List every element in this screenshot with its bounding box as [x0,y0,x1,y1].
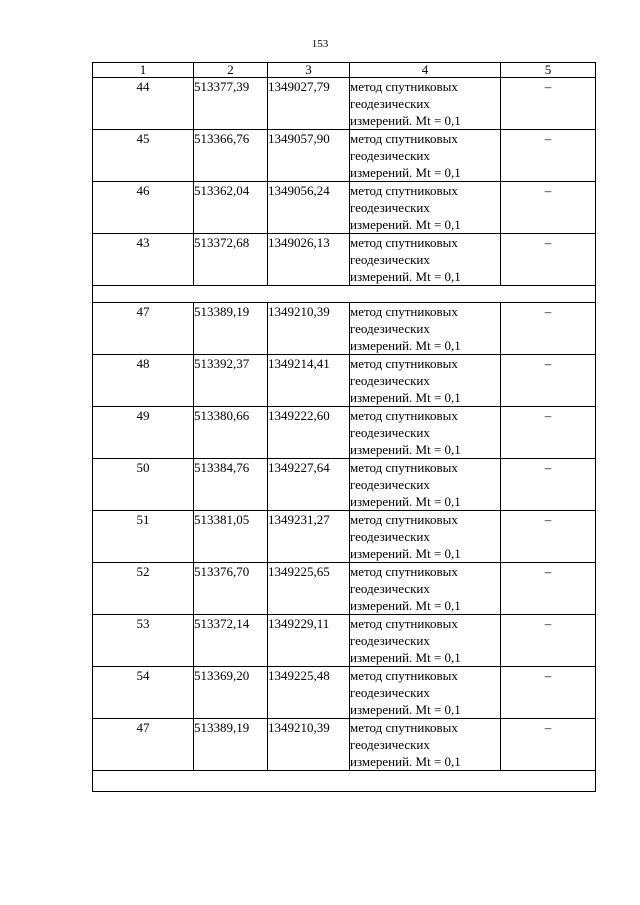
y-coordinate-cell: 1349227,64 [268,459,350,511]
table-row [93,407,596,459]
y-coordinate-cell: 1349231,27 [268,511,350,563]
y-coordinate-cell: 1349210,39 [268,719,350,771]
table-end-row [93,771,596,792]
method-cell: метод спутниковых геодезических измерений. Mt = 0,1 [350,615,501,667]
header-cell-4: 4 [350,63,501,78]
note-cell: – [501,511,596,563]
method-cell: метод спутниковых геодезических измерений. Mt = 0,1 [350,407,501,459]
table-body [93,63,596,792]
table-row [93,78,596,130]
table-row [93,719,596,771]
x-coordinate-cell: 513380,66 [194,407,268,459]
y-coordinate-cell: 1349225,48 [268,667,350,719]
table-row [93,182,596,234]
y-coordinate-cell: 1349214,41 [268,355,350,407]
x-coordinate-cell: 513381,05 [194,511,268,563]
x-coordinate-cell: 513369,20 [194,667,268,719]
table-row [93,234,596,286]
x-coordinate-cell: 513392,37 [194,355,268,407]
method-cell: метод спутниковых геодезических измерений. Mt = 0,1 [350,303,501,355]
table-row [93,563,596,615]
x-coordinate-cell: 513384,76 [194,459,268,511]
header-cell-3: 3 [268,63,350,78]
x-coordinate-cell: 513389,19 [194,719,268,771]
note-cell: – [501,182,596,234]
point-cell: 54 [93,667,194,719]
table-row [93,303,596,355]
y-coordinate-cell: 1349026,13 [268,234,350,286]
table-row [93,459,596,511]
note-cell: – [501,719,596,771]
method-cell: метод спутниковых геодезических измерений. Mt = 0,1 [350,667,501,719]
table-row [93,130,596,182]
point-cell: 51 [93,511,194,563]
x-coordinate-cell: 513377,39 [194,78,268,130]
method-cell: метод спутниковых геодезических измерений. Mt = 0,1 [350,355,501,407]
y-coordinate-cell: 1349057,90 [268,130,350,182]
table-row [93,511,596,563]
header-cell-5: 5 [501,63,596,78]
y-coordinate-cell: 1349027,79 [268,78,350,130]
point-cell: 49 [93,407,194,459]
point-cell: 43 [93,234,194,286]
x-coordinate-cell: 513372,14 [194,615,268,667]
header-cell-2: 2 [194,63,268,78]
note-cell: – [501,78,596,130]
point-cell: 52 [93,563,194,615]
y-coordinate-cell: 1349225,65 [268,563,350,615]
table-row [93,615,596,667]
point-cell: 53 [93,615,194,667]
header-cell-1: 1 [93,63,194,78]
point-cell: 48 [93,355,194,407]
method-cell: метод спутниковых геодезических измерений. Mt = 0,1 [350,182,501,234]
header-row [93,63,596,78]
note-cell: – [501,355,596,407]
method-cell: метод спутниковых геодезических измерений. Mt = 0,1 [350,719,501,771]
note-cell: – [501,407,596,459]
x-coordinate-cell: 513376,70 [194,563,268,615]
table-row [93,355,596,407]
note-cell: – [501,459,596,511]
point-cell: 50 [93,459,194,511]
y-coordinate-cell: 1349056,24 [268,182,350,234]
point-cell: 47 [93,303,194,355]
x-coordinate-cell: 513362,04 [194,182,268,234]
note-cell: – [501,303,596,355]
y-coordinate-cell: 1349229,11 [268,615,350,667]
note-cell: – [501,563,596,615]
x-coordinate-cell: 513372,68 [194,234,268,286]
note-cell: – [501,234,596,286]
note-cell: – [501,667,596,719]
table-end-row-cell [93,771,596,792]
page-number: 153 [311,38,329,50]
method-cell: метод спутниковых геодезических измерений. Mt = 0,1 [350,130,501,182]
point-cell: 47 [93,719,194,771]
method-cell: метод спутниковых геодезических измерений. Mt = 0,1 [350,234,501,286]
note-cell: – [501,130,596,182]
point-cell: 46 [93,182,194,234]
method-cell: метод спутниковых геодезических измерений. Mt = 0,1 [350,78,501,130]
group-separator-row [93,286,596,303]
table-row [93,667,596,719]
group-separator-row-cell [93,286,596,303]
point-cell: 44 [93,78,194,130]
x-coordinate-cell: 513366,76 [194,130,268,182]
method-cell: метод спутниковых геодезических измерений. Mt = 0,1 [350,563,501,615]
method-cell: метод спутниковых геодезических измерений. Mt = 0,1 [350,511,501,563]
note-cell: – [501,615,596,667]
x-coordinate-cell: 513389,19 [194,303,268,355]
coordinates-table [92,62,596,792]
y-coordinate-cell: 1349210,39 [268,303,350,355]
point-cell: 45 [93,130,194,182]
y-coordinate-cell: 1349222,60 [268,407,350,459]
method-cell: метод спутниковых геодезических измерений. Mt = 0,1 [350,459,501,511]
